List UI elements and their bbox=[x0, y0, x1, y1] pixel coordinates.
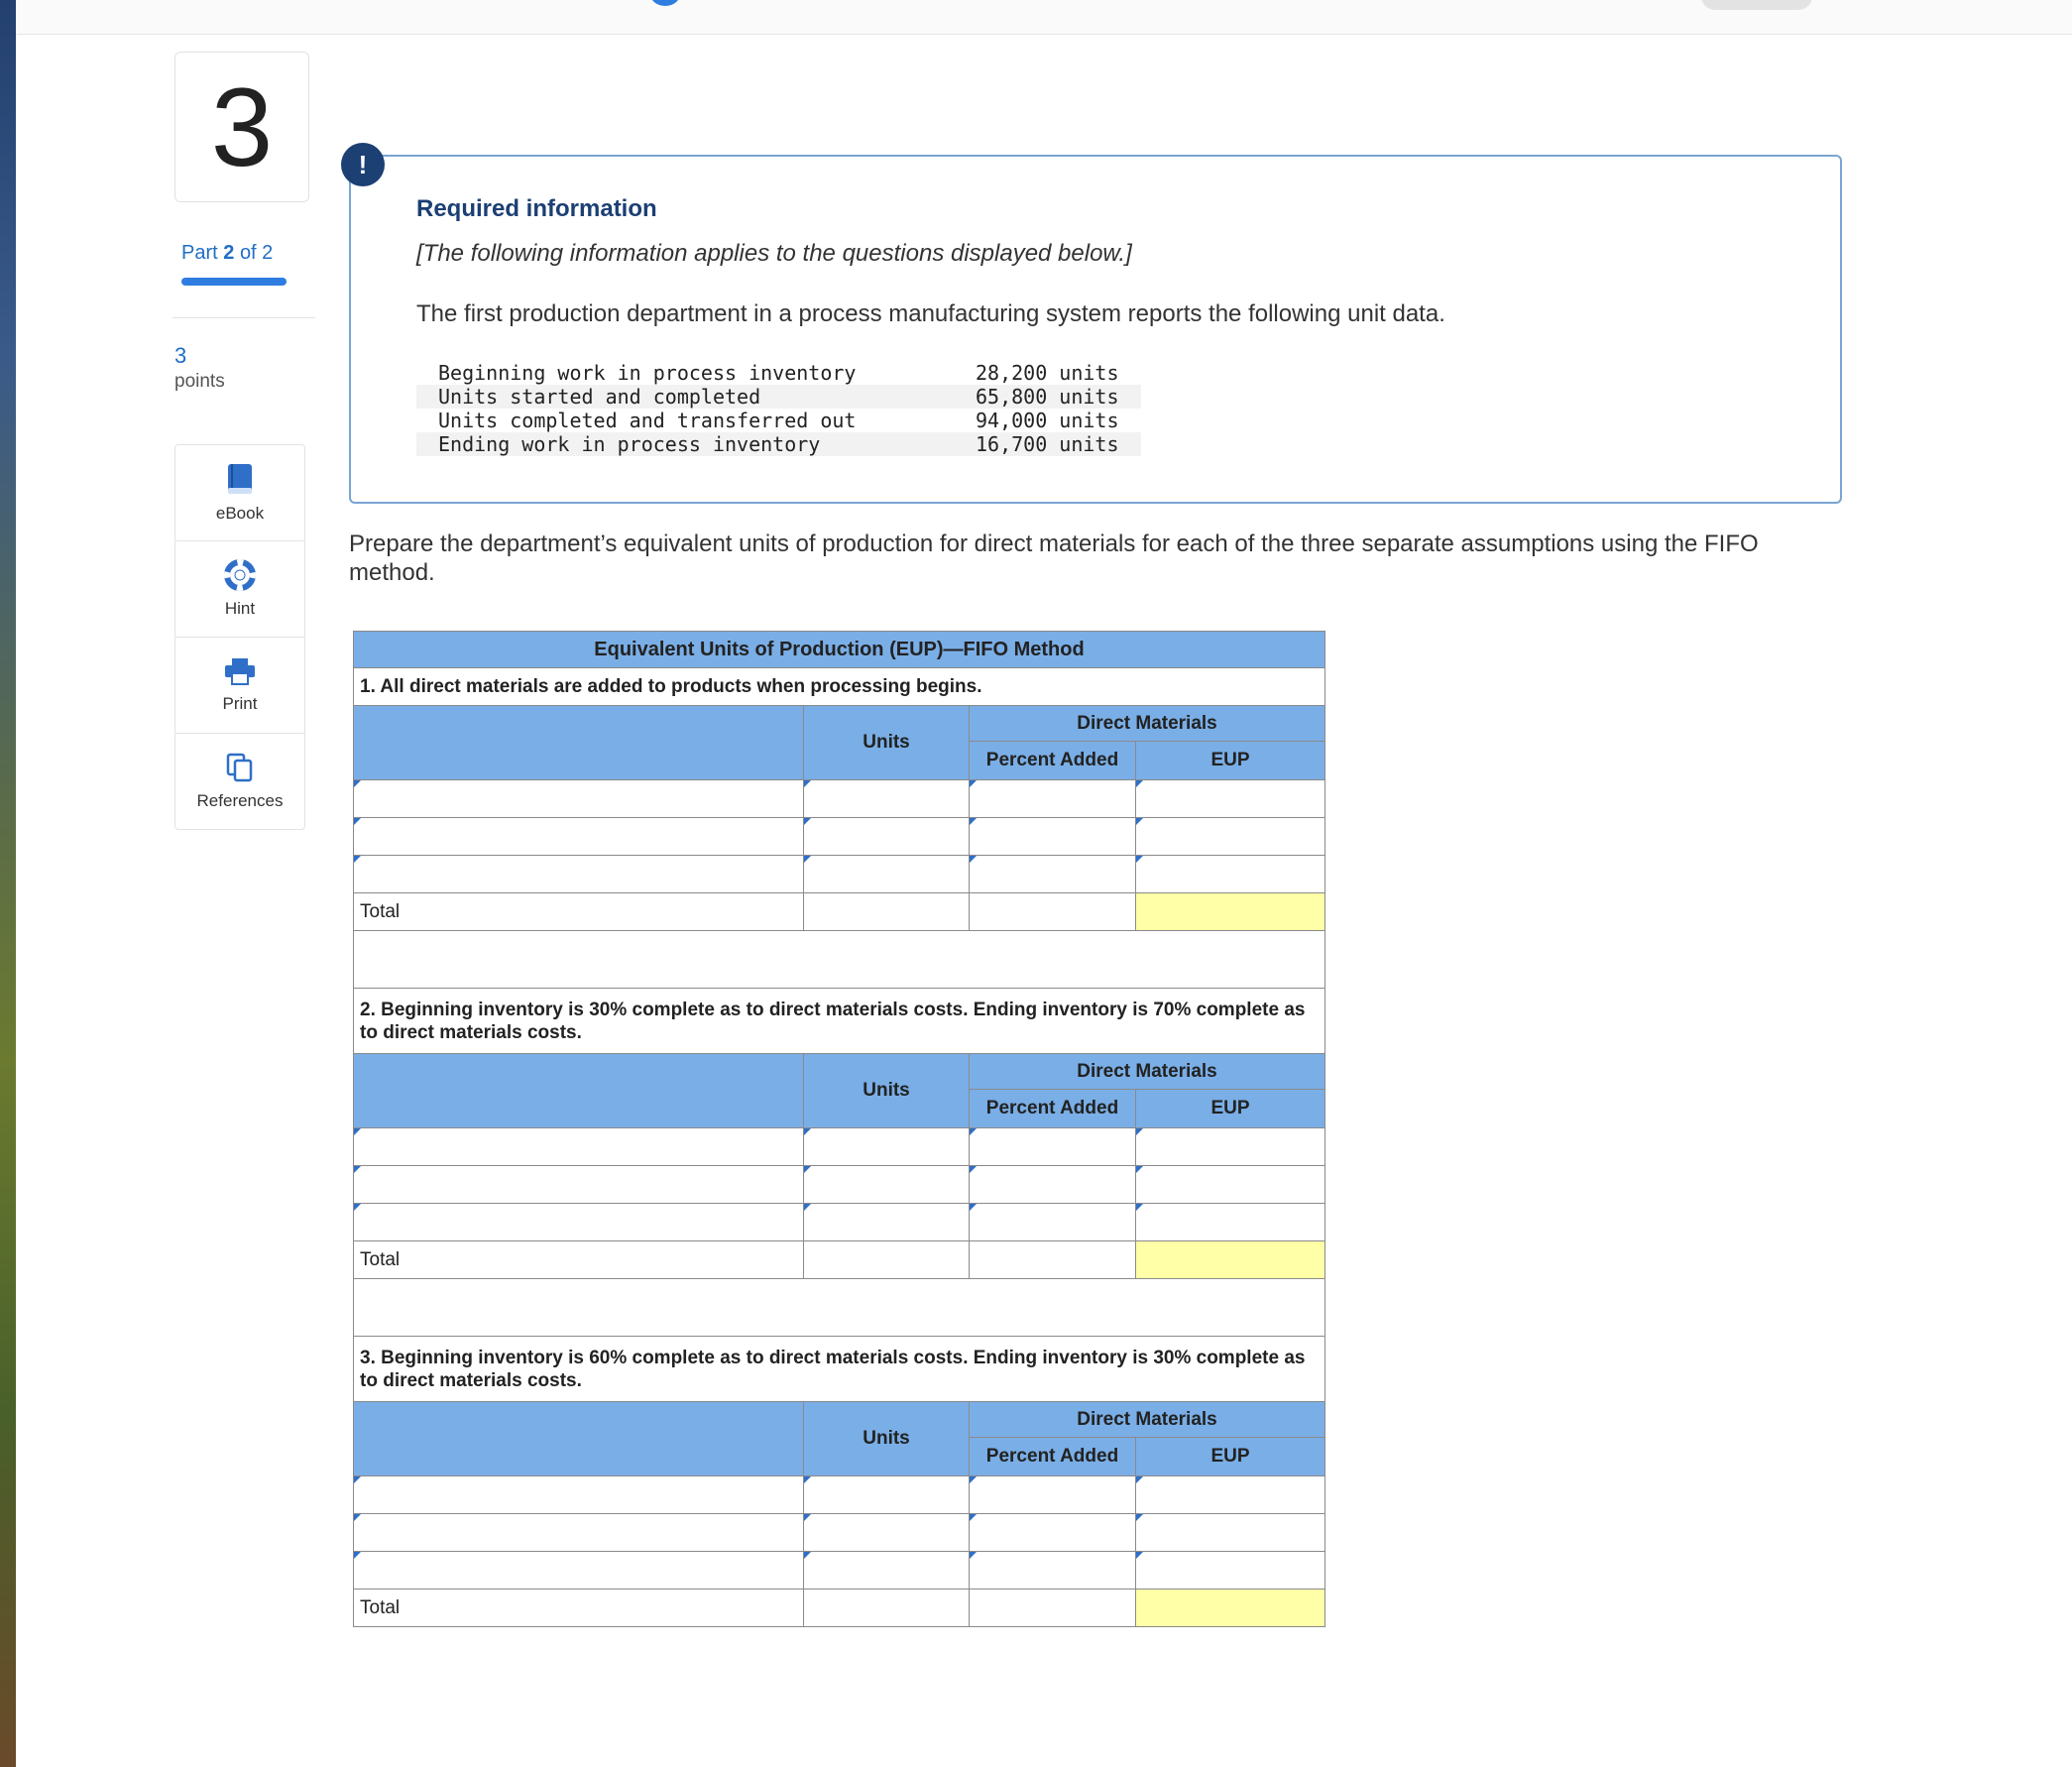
input-row bbox=[354, 856, 1325, 893]
part-of: of 2 bbox=[239, 242, 274, 264]
units-input[interactable] bbox=[804, 856, 970, 893]
units-header: Units bbox=[804, 1054, 970, 1128]
eup-header: EUP bbox=[1136, 742, 1325, 780]
section-spacer bbox=[354, 931, 1325, 989]
description-dropdown[interactable] bbox=[354, 780, 804, 818]
eup-input[interactable] bbox=[1136, 1476, 1325, 1514]
direct-materials-header: Direct Materials bbox=[970, 1054, 1325, 1090]
input-row bbox=[354, 780, 1325, 818]
hint-label: Hint bbox=[224, 599, 256, 618]
part-indicator bbox=[181, 242, 273, 265]
total-label: Total bbox=[354, 1241, 804, 1279]
points-label: points bbox=[174, 371, 225, 392]
eup-input[interactable] bbox=[1136, 818, 1325, 856]
unit-data-row bbox=[416, 409, 1141, 432]
total-eup-cell bbox=[1136, 893, 1325, 931]
units-input[interactable] bbox=[804, 1514, 970, 1552]
top-bar bbox=[16, 0, 2072, 35]
units-input[interactable] bbox=[804, 1204, 970, 1241]
header-blank bbox=[354, 706, 804, 780]
references-button[interactable] bbox=[175, 734, 304, 829]
ebook-label: eBook bbox=[215, 504, 265, 523]
requirement-2-text: 2. Beginning inventory is 30% complete as to direct materials costs. Ending inventory is 70% complete as to direct materials costs. bbox=[354, 989, 1325, 1054]
units-header: Units bbox=[804, 1402, 970, 1476]
divider bbox=[173, 317, 315, 318]
units-input[interactable] bbox=[804, 1552, 970, 1590]
total-blank-cell bbox=[970, 1241, 1136, 1279]
units-input[interactable] bbox=[804, 818, 970, 856]
requirement-3-text: 3. Beginning inventory is 60% complete as to direct materials costs. Ending inventory is 30% complete as to direct materials costs. bbox=[354, 1337, 1325, 1402]
description-dropdown[interactable] bbox=[354, 856, 804, 893]
description-dropdown[interactable] bbox=[354, 1128, 804, 1166]
eup-input[interactable] bbox=[1136, 1204, 1325, 1241]
input-row bbox=[354, 1552, 1325, 1590]
print-label: Print bbox=[222, 694, 258, 713]
total-units-cell bbox=[804, 893, 970, 931]
percent-added-input[interactable] bbox=[970, 1476, 1136, 1514]
input-row bbox=[354, 1476, 1325, 1514]
eup-input[interactable] bbox=[1136, 1166, 1325, 1204]
eup-header: EUP bbox=[1136, 1090, 1325, 1128]
units-input[interactable] bbox=[804, 1166, 970, 1204]
total-blank-cell bbox=[970, 893, 1136, 931]
unit-data-row bbox=[416, 361, 1141, 385]
percent-added-input[interactable] bbox=[970, 818, 1136, 856]
unit-data-label: Units completed and transferred out bbox=[438, 409, 857, 432]
description-dropdown[interactable] bbox=[354, 1552, 804, 1590]
part-prefix: Part bbox=[181, 242, 218, 264]
unit-data-row bbox=[416, 432, 1141, 456]
description-dropdown[interactable] bbox=[354, 1166, 804, 1204]
unit-data-value: 94,000 units bbox=[976, 409, 1119, 432]
percent-added-input[interactable] bbox=[970, 1552, 1136, 1590]
description-dropdown[interactable] bbox=[354, 1476, 804, 1514]
percent-added-header: Percent Added bbox=[970, 1090, 1136, 1128]
description-dropdown[interactable] bbox=[354, 1514, 804, 1552]
units-header: Units bbox=[804, 706, 970, 780]
intro-text: The first production department in a process manufacturing system reports the following unit data. bbox=[416, 300, 1445, 327]
units-input[interactable] bbox=[804, 780, 970, 818]
required-information-title: Required information bbox=[416, 195, 657, 222]
desktop-background-strip bbox=[0, 0, 16, 1767]
tool-panel bbox=[174, 444, 305, 830]
total-eup-cell bbox=[1136, 1590, 1325, 1627]
unit-data-label: Beginning work in process inventory bbox=[438, 361, 857, 385]
units-input[interactable] bbox=[804, 1128, 970, 1166]
direct-materials-header: Direct Materials bbox=[970, 1402, 1325, 1438]
unit-data-value: 16,700 units bbox=[954, 432, 1141, 456]
input-row bbox=[354, 1128, 1325, 1166]
input-row bbox=[354, 818, 1325, 856]
unit-data-value: 28,200 units bbox=[976, 361, 1119, 385]
top-bar-badge bbox=[650, 0, 680, 6]
question-prompt: Prepare the department’s equivalent units of production for direct materials for each of the three separate assumptions using the FIFO method. bbox=[349, 530, 1759, 586]
eup-table bbox=[353, 631, 1325, 1627]
eup-worksheet bbox=[353, 631, 1325, 1627]
total-row bbox=[354, 1241, 1325, 1279]
input-row bbox=[354, 1514, 1325, 1552]
percent-added-input[interactable] bbox=[970, 1204, 1136, 1241]
book-icon bbox=[225, 462, 255, 496]
references-label: References bbox=[196, 791, 284, 810]
total-row bbox=[354, 1590, 1325, 1627]
percent-added-input[interactable] bbox=[970, 856, 1136, 893]
percent-added-input[interactable] bbox=[970, 1128, 1136, 1166]
input-row bbox=[354, 1204, 1325, 1241]
points-value: 3 bbox=[174, 343, 187, 368]
header-blank bbox=[354, 1402, 804, 1476]
eup-input[interactable] bbox=[1136, 1514, 1325, 1552]
part-progress-bar bbox=[181, 278, 287, 286]
description-dropdown[interactable] bbox=[354, 1204, 804, 1241]
eup-input[interactable] bbox=[1136, 1128, 1325, 1166]
unit-data-row bbox=[416, 385, 1141, 409]
applies-note: [The following information applies to the questions displayed below.] bbox=[416, 240, 1132, 267]
unit-data-table bbox=[416, 361, 1141, 456]
hint-button[interactable] bbox=[175, 541, 304, 638]
eup-header: EUP bbox=[1136, 1438, 1325, 1476]
percent-added-input[interactable] bbox=[970, 780, 1136, 818]
unit-data-value: 65,800 units bbox=[954, 385, 1141, 409]
unit-data-label: Ending work in process inventory bbox=[416, 432, 954, 456]
print-button[interactable] bbox=[175, 638, 304, 734]
header-blank bbox=[354, 1054, 804, 1128]
direct-materials-header: Direct Materials bbox=[970, 706, 1325, 742]
total-eup-cell bbox=[1136, 1241, 1325, 1279]
eup-input[interactable] bbox=[1136, 1552, 1325, 1590]
total-blank-cell bbox=[970, 1590, 1136, 1627]
total-label: Total bbox=[354, 1590, 804, 1627]
percent-added-input[interactable] bbox=[970, 1514, 1136, 1552]
copy-icon bbox=[225, 752, 255, 783]
question-number: 3 bbox=[174, 52, 309, 202]
total-label: Total bbox=[354, 893, 804, 931]
section-spacer bbox=[354, 1279, 1325, 1337]
printer-icon bbox=[223, 656, 257, 686]
unit-data-label: Units started and completed bbox=[416, 385, 954, 409]
top-bar-button[interactable] bbox=[1701, 0, 1812, 10]
ebook-button[interactable] bbox=[175, 445, 304, 541]
requirement-1-text: 1. All direct materials are added to products when processing begins. bbox=[354, 668, 1325, 706]
lifebuoy-icon bbox=[224, 559, 256, 591]
percent-added-input[interactable] bbox=[970, 1166, 1136, 1204]
total-units-cell bbox=[804, 1241, 970, 1279]
eup-input[interactable] bbox=[1136, 780, 1325, 818]
input-row bbox=[354, 1166, 1325, 1204]
eup-input[interactable] bbox=[1136, 856, 1325, 893]
percent-added-header: Percent Added bbox=[970, 1438, 1136, 1476]
total-units-cell bbox=[804, 1590, 970, 1627]
part-current: 2 bbox=[223, 242, 235, 264]
total-row bbox=[354, 893, 1325, 931]
alert-icon: ! bbox=[341, 143, 385, 186]
table-title: Equivalent Units of Production (EUP)—FIFO Method bbox=[354, 632, 1325, 668]
percent-added-header: Percent Added bbox=[970, 742, 1136, 780]
description-dropdown[interactable] bbox=[354, 818, 804, 856]
units-input[interactable] bbox=[804, 1476, 970, 1514]
